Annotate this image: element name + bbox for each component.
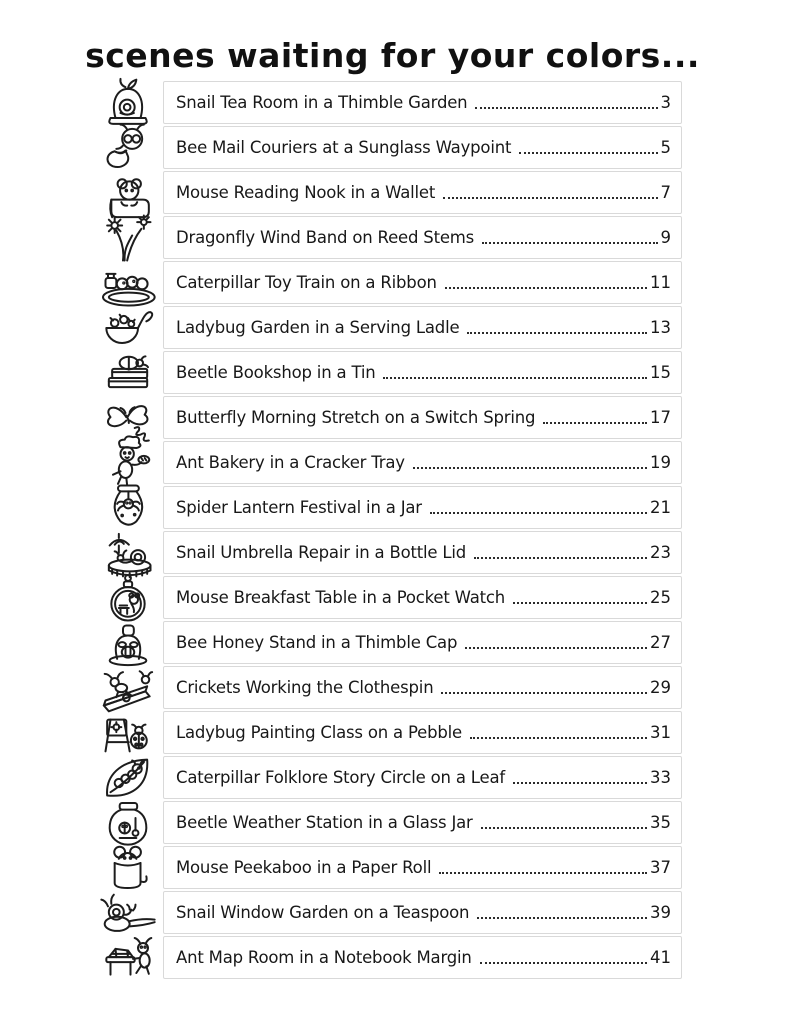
ladybug-easel-icon xyxy=(88,702,168,764)
caterpillar-leaf-icon xyxy=(88,747,168,809)
dot-leader xyxy=(543,422,647,424)
page-number: 3 xyxy=(660,93,671,112)
toc-row xyxy=(163,801,682,844)
page-number: 15 xyxy=(650,363,671,382)
beetle-books-icon xyxy=(88,342,168,404)
toc-entry-label: Crickets Working the Clothespin xyxy=(176,678,434,697)
toc-entry-label: Beetle Weather Station in a Glass Jar xyxy=(176,813,473,832)
toc-row xyxy=(163,396,682,439)
toc-row xyxy=(163,81,682,124)
toc-entry-label: Mouse Breakfast Table in a Pocket Watch xyxy=(176,588,506,607)
toc-row xyxy=(163,306,682,349)
toc-entry-label: Caterpillar Folklore Story Circle on a Leaf xyxy=(176,768,505,787)
page-number: 29 xyxy=(650,678,671,697)
dot-leader xyxy=(481,827,647,829)
toc-row xyxy=(163,936,682,979)
toc-entry-label: Caterpillar Toy Train on a Ribbon xyxy=(176,273,437,292)
toc-row xyxy=(163,846,682,889)
page-number: 5 xyxy=(660,138,671,157)
toc-row xyxy=(163,756,682,799)
toc-list xyxy=(163,81,682,981)
page-number: 27 xyxy=(650,633,671,652)
snail-teaspoon-icon xyxy=(88,882,168,944)
page-number: 31 xyxy=(650,723,671,742)
crickets-clothespin-icon xyxy=(88,657,168,719)
dot-leader xyxy=(474,557,647,559)
page-number: 23 xyxy=(650,543,671,562)
dragonfly-reeds-icon xyxy=(88,207,168,269)
toc-entry-label: Spider Lantern Festival in a Jar xyxy=(176,498,422,517)
toc-row xyxy=(163,666,682,709)
toc-row xyxy=(163,126,682,169)
toc-entry-label: Ladybug Painting Class on a Pebble xyxy=(176,723,462,742)
mouse-paper-roll-icon xyxy=(88,837,168,899)
toc-row xyxy=(163,486,682,529)
dot-leader xyxy=(467,332,647,334)
page-number: 21 xyxy=(650,498,671,517)
page-number: 7 xyxy=(660,183,671,202)
mouse-pocket-watch-icon xyxy=(88,567,168,629)
toc-row xyxy=(163,621,682,664)
dot-leader xyxy=(519,152,657,154)
toc-entry-label: Mouse Peekaboo in a Paper Roll xyxy=(176,858,432,877)
toc-entry-label: Dragonfly Wind Band on Reed Stems xyxy=(176,228,475,247)
dot-leader xyxy=(513,602,647,604)
page-number: 9 xyxy=(660,228,671,247)
toc-row xyxy=(163,351,682,394)
page-number: 17 xyxy=(650,408,671,427)
dot-leader xyxy=(443,197,657,199)
dot-leader xyxy=(465,647,647,649)
ant-baker-icon xyxy=(88,432,168,494)
toc-row xyxy=(163,891,682,934)
toc-entry-label: Ladybug Garden in a Serving Ladle xyxy=(176,318,460,337)
dot-leader xyxy=(383,377,647,379)
dot-leader xyxy=(480,962,647,964)
page-number: 39 xyxy=(650,903,671,922)
dot-leader xyxy=(477,917,647,919)
dot-leader xyxy=(482,242,657,244)
toc-entry-label: Ant Map Room in a Notebook Margin xyxy=(176,948,472,967)
page-number: 33 xyxy=(650,768,671,787)
snail-bottle-lid-icon xyxy=(88,522,168,584)
toc-row xyxy=(163,441,682,484)
butterfly-spring-icon xyxy=(88,387,168,449)
toc-row xyxy=(163,216,682,259)
toc-entry-label: Mouse Reading Nook in a Wallet xyxy=(176,183,436,202)
toc-row xyxy=(163,576,682,619)
toc-row xyxy=(163,171,682,214)
snail-thimble-icon xyxy=(88,72,168,134)
toc-row xyxy=(163,261,682,304)
toc-entry-label: Snail Umbrella Repair in a Bottle Lid xyxy=(176,543,467,562)
ladybug-ladle-icon xyxy=(88,297,168,359)
toc-entry-label: Snail Tea Room in a Thimble Garden xyxy=(176,93,468,112)
dot-leader xyxy=(413,467,647,469)
toc-entry-label: Butterfly Morning Stretch on a Switch Spring xyxy=(176,408,536,427)
caterpillar-train-icon xyxy=(88,252,168,314)
page-number: 41 xyxy=(650,948,671,967)
page-number: 13 xyxy=(650,318,671,337)
toc-entry-label: Snail Window Garden on a Teaspoon xyxy=(176,903,470,922)
dot-leader xyxy=(441,692,647,694)
mouse-wallet-icon xyxy=(88,162,168,224)
dot-leader xyxy=(470,737,647,739)
dot-leader xyxy=(430,512,647,514)
bee-thimble-cap-icon xyxy=(88,612,168,674)
bee-sunglasses-icon xyxy=(88,117,168,179)
ant-map-room-icon xyxy=(88,927,168,989)
toc-entry-label: Bee Mail Couriers at a Sunglass Waypoint xyxy=(176,138,512,157)
dot-leader xyxy=(439,872,647,874)
dot-leader xyxy=(513,782,647,784)
page-title: scenes waiting for your colors... xyxy=(85,36,700,75)
toc-entry-label: Bee Honey Stand in a Thimble Cap xyxy=(176,633,458,652)
page-number: 11 xyxy=(650,273,671,292)
toc-row xyxy=(163,711,682,754)
toc-entry-label: Beetle Bookshop in a Tin xyxy=(176,363,376,382)
dot-leader xyxy=(475,107,657,109)
page-number: 19 xyxy=(650,453,671,472)
page-number: 35 xyxy=(650,813,671,832)
page-number: 25 xyxy=(650,588,671,607)
beetle-glass-jar-icon xyxy=(88,792,168,854)
spider-jar-icon xyxy=(88,477,168,539)
toc-entry-label: Ant Bakery in a Cracker Tray xyxy=(176,453,405,472)
toc-row xyxy=(163,531,682,574)
dot-leader xyxy=(445,287,647,289)
page-number: 37 xyxy=(650,858,671,877)
